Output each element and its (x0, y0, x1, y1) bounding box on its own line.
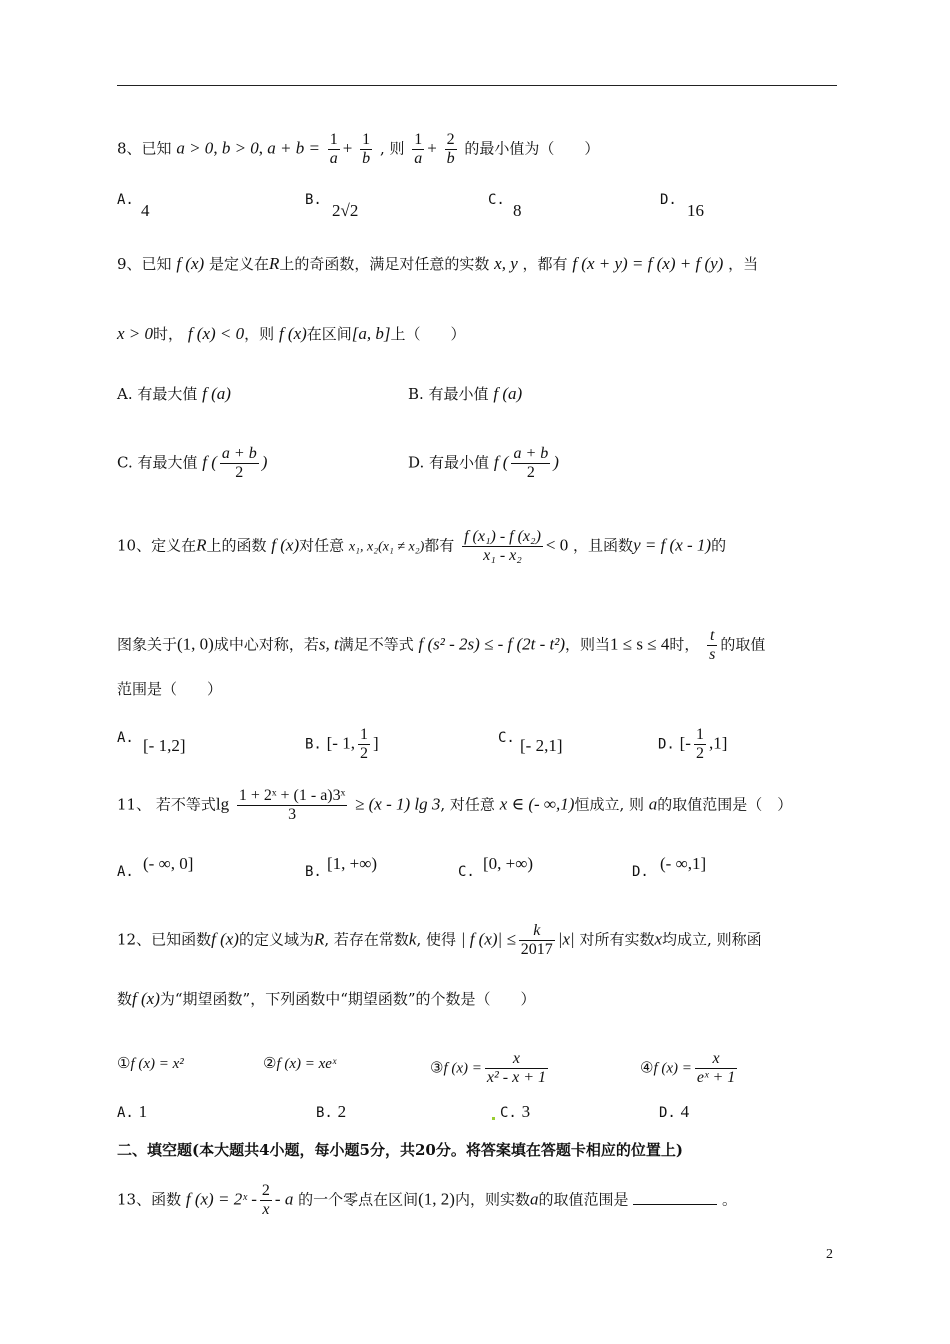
q9-option-a-math: f (a) (202, 384, 231, 403)
q12-prefix: 12、已知函数 (117, 930, 212, 949)
q12-option-d-value: 4 (680, 1102, 690, 1121)
q10-option-c-label: C. (498, 730, 515, 746)
q11-text-3: 的取值范围是（ ） (657, 795, 793, 814)
q10-prefix: 10、定义在 (117, 536, 197, 555)
q12-f4-label: ④ (640, 1058, 654, 1077)
q12-x: x (654, 929, 663, 949)
q8-frac2: $\frac{1}{b}$ (362, 131, 371, 167)
question-9-line-2 (117, 323, 466, 345)
q11-text-1: , 对任意 (440, 795, 495, 814)
q9-option-d (408, 445, 559, 482)
q12-function-1 (117, 1052, 184, 1075)
q12-option-c (500, 1101, 530, 1124)
q11-prefix: 11、 若不等式 (117, 795, 216, 814)
q9-equation: f (x + y) = f (x) + f (y) (572, 254, 724, 273)
question-10-line-2 (117, 627, 765, 664)
q8-prefix: 8、已知 (117, 139, 172, 158)
q12-text-3: , 使得 (416, 930, 456, 949)
q10-text-5: 的 (711, 536, 727, 555)
q9-option-a-text: A. 有最大值 (117, 385, 198, 403)
q10-l2-text-1: 图象关于 (117, 635, 178, 654)
q12-k: k (408, 929, 417, 949)
q8-tail: 的最小值为（ ） (464, 139, 600, 158)
q10-point: (1, 0) (177, 634, 214, 654)
q10-l2-text-3: 满足不等式 (338, 635, 414, 654)
q8-frac3: $\frac{1}{a}$ (414, 131, 423, 167)
q10-ineq: f (s² - 2s) ≤ - f (2t - t²) (418, 634, 566, 654)
q12-text-2: , 若存在常数 (324, 930, 409, 949)
q12-f4-frac: $\frac{x}{\text{eˣ + 1}}$ (696, 1050, 736, 1086)
q9-option-c-text: C. 有最大值 (117, 453, 198, 472)
q12-f4-pre: f (x) = (653, 1060, 692, 1077)
q12-text-5: 均成立, 则称函 (662, 930, 762, 949)
q13-interval: (1, 2) (418, 1189, 455, 1209)
q11-option-d (632, 860, 649, 883)
q10-lt0: < 0 (545, 535, 569, 555)
q10-option-b-frac: $\frac{1}{2}$ (359, 726, 368, 762)
q12-option-d (659, 1101, 689, 1124)
q11-option-c-value: [0, +∞) (483, 854, 534, 873)
q10-option-d (658, 726, 727, 763)
q12-text-4: 对所有实数 (579, 930, 655, 949)
q9-text-8: 上（ ） (390, 325, 466, 343)
q9-prefix: 9、已知 (117, 255, 172, 273)
q12-f2-label: ② (263, 1054, 277, 1072)
q12-option-c-label: C. (500, 1105, 517, 1121)
q9-fx: f (x) (176, 254, 205, 273)
q10-option-c (498, 726, 515, 749)
q13-fx: f (x) = 2ˣ - (185, 1189, 257, 1209)
q8-cond1: a > 0 (176, 138, 214, 158)
q9-text-7: 在区间 (306, 325, 352, 343)
q13-frac: $\frac{2}{x}$ (261, 1182, 270, 1218)
q10-l2-text-2: 成中心对称，若 (213, 635, 319, 654)
q9-fx-2: f (x) (278, 324, 307, 343)
q8-frac4: $\frac{2}{b}$ (446, 131, 455, 167)
q11-option-b (305, 860, 322, 883)
q9-ineq: f (x) < 0 (187, 324, 245, 343)
q11-lg: lg (215, 794, 230, 814)
q12-f1-label: ① (117, 1054, 131, 1072)
q10-frac: $\frac{\text{f (x₁) - f (x₂)}}{\text{x₁ - x₂}}$ (464, 528, 541, 564)
q12-fx: f (x) (211, 929, 239, 949)
q11-option-a-value: (- ∞, 0] (143, 854, 194, 873)
q12-f2: f (x) = xeˣ (276, 1056, 337, 1072)
q10-option-a-label: A. (117, 730, 134, 746)
question-13 (117, 1182, 737, 1219)
q10-l2-text-6: 的取值 (720, 635, 766, 654)
q11-option-b-label: B. (305, 864, 322, 880)
q11-text-2: 恒成立, 则 (574, 795, 644, 814)
q8-option-a: A. (117, 192, 134, 208)
q12-function-2 (263, 1052, 336, 1075)
question-12-line-1 (117, 922, 762, 959)
q9-option-d-fclose: ) (553, 452, 559, 472)
q12-function-4 (640, 1050, 740, 1087)
q10-vars: x₁, x₂(x₁ ≠ x₂) (348, 539, 425, 555)
q11-option-d-value: (- ∞,1] (660, 854, 707, 873)
q10-text-4: ，且函数 (573, 536, 634, 555)
q8-option-b: B. (305, 192, 322, 208)
q13-text-2: 内，则实数 (454, 1190, 530, 1209)
q8-option-c-value: 8 (513, 201, 522, 220)
q12-l2-text-2: 为“期望函数”，下列函数中“期望函数”的个数是（ ） (159, 990, 536, 1008)
q12-frac: $\frac{k}{2017}$ (520, 922, 553, 958)
q10-option-d-pre: [- (679, 733, 691, 753)
q8-cond3: a + b = (267, 138, 320, 158)
q12-option-d-label: D. (659, 1105, 676, 1121)
q10-option-d-frac: $\frac{1}{2}$ (695, 726, 704, 762)
question-10-line-1 (117, 528, 726, 565)
q10-fx: f (x) (271, 535, 300, 555)
q11-option-c (458, 860, 475, 883)
q10-option-b-post: ] (372, 733, 379, 753)
q12-l2-text-1: 数 (117, 990, 133, 1008)
header-rule (117, 85, 837, 86)
q10-option-c-value: [- 2,1] (520, 736, 563, 755)
q11-option-a-label: A. (117, 864, 134, 880)
q10-ts-frac: $\frac{t}{s}$ (709, 627, 716, 663)
q13-answer-blank[interactable] (633, 1190, 717, 1205)
question-9-line-1 (117, 253, 758, 275)
q9-text-3: ，都有 (522, 255, 568, 273)
q9-option-c-fclose: ) (261, 452, 268, 472)
q9-option-a (117, 383, 231, 405)
q9-option-c-frac: $\frac{a + b}{2}$ (221, 445, 257, 481)
q12-f3-frac: $\frac{x}{\text{x² - x + 1}}$ (486, 1050, 547, 1086)
q11-option-a (117, 860, 134, 883)
q12-R: R (313, 929, 325, 949)
question-12-line-2 (117, 988, 536, 1010)
q9-R: R (268, 254, 280, 273)
q10-R: R (196, 535, 207, 555)
q13-a: a (529, 1189, 539, 1209)
q13-minus-a: - a (274, 1189, 294, 1209)
q9-interval: [a, b] (351, 324, 391, 343)
q10-yfun: y = f (x - 1) (633, 535, 712, 555)
q12-abs-x: |x| (557, 929, 575, 949)
q13-prefix: 13、函数 (117, 1190, 182, 1209)
q10-l2-text-4: ，则当 (565, 635, 611, 654)
q9-option-b (408, 383, 522, 405)
q9-text-2: 上的奇函数，满足对任意的实数 (279, 255, 490, 273)
q8-frac1: $\frac{1}{a}$ (329, 131, 338, 167)
q10-option-b-label: B. (305, 736, 322, 753)
q9-text-6: ，则 (244, 325, 275, 343)
q12-option-b (316, 1101, 346, 1124)
q9-option-b-text: B. 有最小值 (408, 385, 489, 403)
q12-f1: f (x) = x² (130, 1056, 184, 1072)
q9-option-c (117, 445, 267, 482)
q10-range: 1 ≤ s ≤ 4 (610, 634, 670, 654)
q12-option-a-label: A. (117, 1105, 134, 1121)
q8-option-d-value: 16 (687, 201, 704, 220)
q12-option-c-value: 3 (521, 1102, 531, 1121)
q13-text-3: 的取值范围是 (538, 1190, 629, 1209)
q10-option-a (117, 726, 134, 749)
q9-option-d-fopen: f ( (493, 452, 509, 472)
q12-l2-fx: f (x) (132, 989, 160, 1008)
q11-domain: x ∈ (- ∞,1) (499, 794, 575, 814)
q9-cond: x > 0 (117, 324, 154, 343)
q9-text-1: 是定义在 (208, 255, 269, 273)
q8-cond2: b > 0 (221, 138, 259, 158)
q12-function-3 (430, 1050, 551, 1087)
q12-f3-label: ③ (430, 1058, 444, 1077)
q8-option-c: C. (488, 192, 505, 208)
q10-text-3: 都有 (424, 536, 455, 555)
q10-l2-text-5: 时， (669, 635, 700, 654)
q10-text-2: 对任意 (299, 536, 345, 555)
q12-abs-f: | f (x)| ≤ (460, 929, 516, 949)
stray-mark (492, 1117, 495, 1120)
q13-text-4: 。 (722, 1190, 738, 1209)
q10-option-b (305, 726, 379, 763)
q10-option-d-label: D. (658, 736, 675, 753)
q9-option-c-fopen: f ( (202, 452, 217, 472)
q10-option-a-value: [- 1,2] (143, 736, 186, 755)
q12-option-a-value: 1 (138, 1102, 148, 1121)
q8-option-b-value: 2√2 (332, 201, 359, 220)
q10-option-b-pre: [- 1, (326, 733, 355, 753)
q12-option-b-label: B. (316, 1105, 333, 1121)
q9-option-d-frac: $\frac{a + b}{2}$ (513, 445, 549, 481)
q8-option-d: D. (660, 192, 677, 208)
q10-option-d-post: ,1] (708, 733, 728, 753)
q12-option-b-value: 2 (337, 1102, 347, 1121)
question-10-line-3: 范围是（ ） (117, 680, 223, 698)
q9-option-b-math: f (a) (493, 384, 523, 403)
q8-option-a-value: 4 (141, 201, 150, 220)
q11-a: a (648, 794, 658, 814)
section-2-heading: 二、填空题(本大题共4小题，每小题5分，共20分。将答案填在答题卡相应的位置上) (117, 1141, 683, 1159)
page-number: 2 (826, 1247, 833, 1262)
q11-option-c-label: C. (458, 864, 475, 880)
q9-xy: x, y (494, 254, 518, 273)
q10-text-1: 上的函数 (206, 536, 267, 555)
q11-option-b-value: [1, +∞) (327, 854, 378, 873)
q12-option-a (117, 1101, 147, 1124)
q12-f3-pre: f (x) = (443, 1060, 482, 1077)
q8-then: , 则 (379, 139, 405, 158)
question-8: 8、已知 a > 0, b > 0, a + b = $\frac{1}{a}$ + $\frac{1}{b}$ , 则 $\frac{1}{a}$ + $\frac{2}{b}$ 的最小值为（ ） (117, 131, 600, 167)
q11-rhs: ≥ (x - 1) lg 3 (355, 794, 441, 814)
q13-text-1: 的一个零点在区间 (298, 1190, 419, 1209)
q12-text-1: 的定义域为 (238, 930, 314, 949)
q9-text-5: 时， (153, 325, 184, 343)
q9-option-d-text: D. 有最小值 (408, 453, 490, 472)
question-11 (117, 787, 792, 824)
q11-option-d-label: D. (632, 864, 649, 880)
q10-st: s, t (318, 634, 339, 654)
q9-text-4: ，当 (728, 255, 759, 273)
q11-frac: $\frac{\text{1 + 2ˣ + (1 - a)3ˣ}}{3}$ (238, 787, 346, 823)
